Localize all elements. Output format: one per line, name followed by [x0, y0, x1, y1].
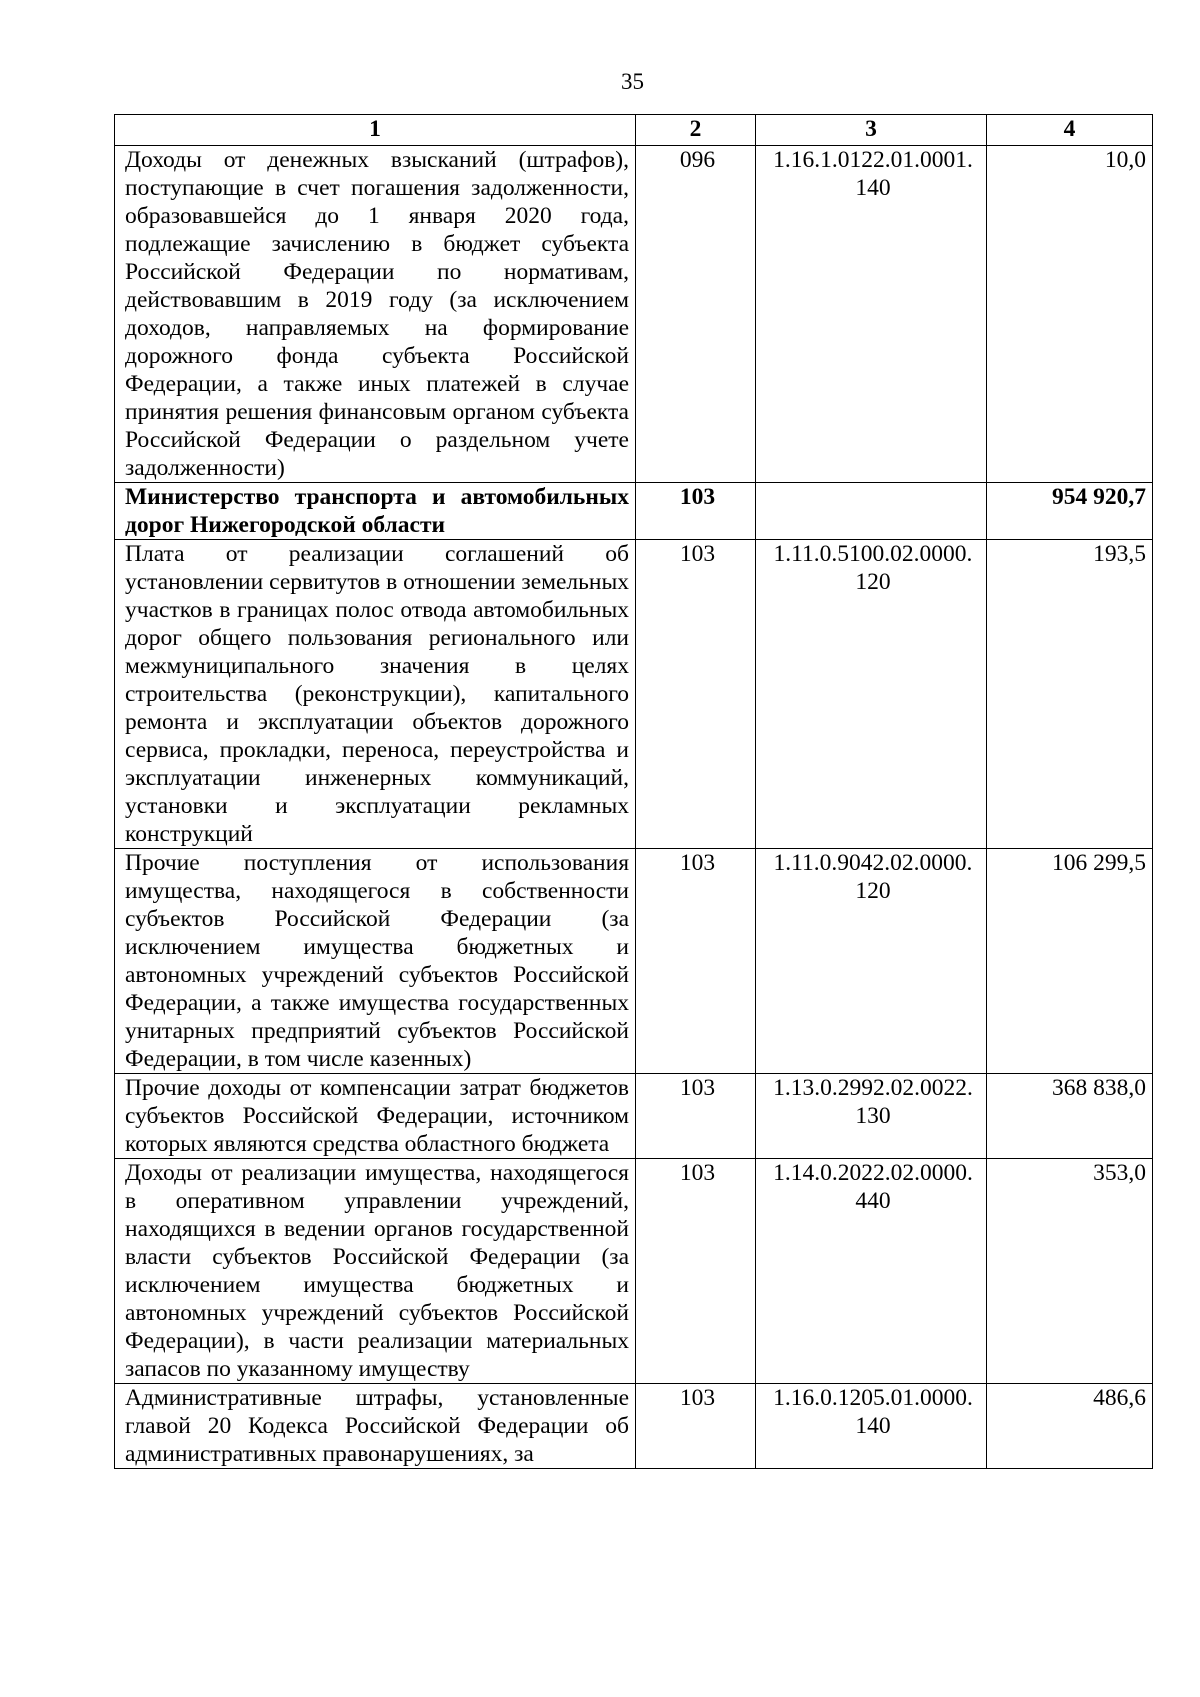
table-row-ministry [115, 483, 1153, 540]
amount-cell: 486,6 [987, 1384, 1153, 1469]
budget-code-cell [756, 1384, 987, 1469]
budget-code-line: 1.11.0.9042.02.0000. [773, 850, 973, 876]
budget-code-line: 1.16.0.1205.01.0000. [773, 1385, 973, 1411]
budget-code-line: 1.16.1.0122.01.0001. [773, 147, 973, 173]
column-header-2: 2 [636, 115, 756, 146]
admin-code-cell: 103 [636, 1159, 756, 1384]
table-row [115, 1384, 1153, 1469]
budget-revenue-table [114, 114, 1153, 1469]
budget-code-cell [756, 1159, 987, 1384]
budget-code-line: 1.11.0.5100.02.0000. [773, 541, 973, 567]
revenue-name-cell: Прочие доходы от компенсации затрат бюджетов субъектов Российской Федерации, источником которых являются средства областного бюджета [115, 1074, 636, 1159]
column-header-4: 4 [987, 115, 1153, 146]
ministry-name-cell: Министерство транспорта и автомобильных дорог Нижегородской области [115, 483, 636, 540]
revenue-name-cell: Административные штрафы, установленные главой 20 Кодекса Российской Федерации об административных правонарушениях, за [115, 1384, 636, 1469]
admin-code-cell: 103 [636, 540, 756, 849]
amount-cell: 193,5 [987, 540, 1153, 849]
page-number: 35 [621, 69, 644, 94]
admin-code-cell: 103 [636, 849, 756, 1074]
amount-cell: 353,0 [987, 1159, 1153, 1384]
budget-code-line: 120 [855, 569, 891, 595]
table-row [115, 540, 1153, 849]
revenue-name-cell: Доходы от денежных взысканий (штрафов), поступающие в счет погашения задолженности, образовавшейся до 1 января 2020 года, подлежащие зачислению в бюджет субъекта Российской Федерации по нормативам, действовавшим в 2019 году (за исключением доходов, направляемых на формирование дорожного фонда субъекта Российской Федерации, а также иных платежей в случае принятия решения финансовым органом субъекта Российской Федерации о раздельном учете задолженности) [115, 146, 636, 483]
budget-code-cell [756, 849, 987, 1074]
budget-code-cell [756, 483, 987, 540]
table-row [115, 146, 1153, 483]
amount-cell: 954 920,7 [987, 483, 1153, 540]
budget-code-cell [756, 146, 987, 483]
amount-cell: 368 838,0 [987, 1074, 1153, 1159]
revenue-name-cell: Плата от реализации соглашений об установлении сервитутов в отношении земельных участков в границах полос отвода автомобильных дорог общего пользования регионального или межмуниципального значения в целях строительства (реконструкции), капитального ремонта и эксплуатации объектов дорожного сервиса, прокладки, переноса, переустройства и эксплуатации инженерных коммуникаций, установки и эксплуатации рекламных конструкций [115, 540, 636, 849]
admin-code-cell: 103 [636, 483, 756, 540]
admin-code-cell: 096 [636, 146, 756, 483]
admin-code-cell: 103 [636, 1074, 756, 1159]
amount-cell: 10,0 [987, 146, 1153, 483]
admin-code-cell: 103 [636, 1384, 756, 1469]
budget-code-line: 120 [855, 878, 891, 904]
table-row [115, 1074, 1153, 1159]
table-row [115, 1159, 1153, 1384]
revenue-name-cell: Прочие поступления от использования имущества, находящегося в собственности субъектов Российской Федерации (за исключением имущества бюджетных и автономных учреждений субъектов Российской Федерации, а также имущества государственных унитарных предприятий субъектов Российской Федерации, в том числе казенных) [115, 849, 636, 1074]
revenue-name-cell: Доходы от реализации имущества, находящегося в оперативном управлении учреждений, находящихся в ведении органов государственной власти субъектов Российской Федерации (за исключением имущества бюджетных и автономных учреждений субъектов Российской Федерации), в части реализации материальных запасов по указанному имуществу [115, 1159, 636, 1384]
budget-code-line: 1.14.0.2022.02.0000. [773, 1160, 973, 1186]
column-header-3: 3 [756, 115, 987, 146]
budget-code-cell [756, 1074, 987, 1159]
amount-cell: 106 299,5 [987, 849, 1153, 1074]
budget-code-cell [756, 540, 987, 849]
table-row [115, 849, 1153, 1074]
budget-code-line: 140 [855, 1413, 891, 1439]
budget-code-line: 440 [855, 1188, 891, 1214]
table-header-row [115, 115, 1153, 146]
budget-code-line: 1.13.0.2992.02.0022. [773, 1075, 973, 1101]
column-header-1: 1 [115, 115, 636, 146]
budget-code-line: 130 [855, 1103, 891, 1129]
budget-code-line: 140 [855, 175, 891, 201]
